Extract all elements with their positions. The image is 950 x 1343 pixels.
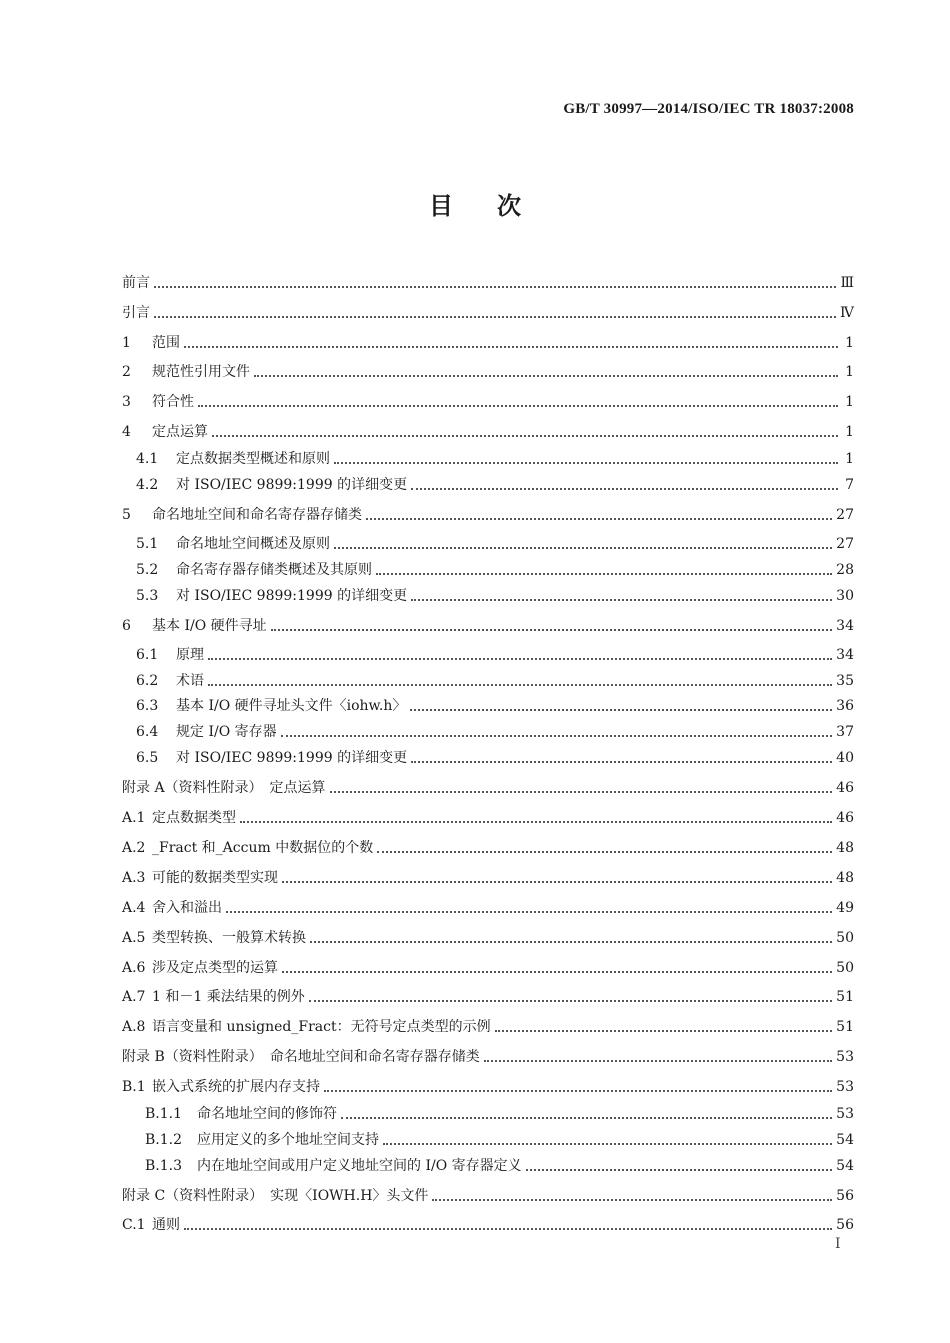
toc-entry-page: 34: [836, 618, 854, 634]
toc-entry[interactable]: [122, 359, 854, 381]
toc-entry[interactable]: [136, 446, 854, 468]
toc-entry-title: 符合性: [152, 394, 194, 410]
toc-entry-title: 基本 I/O 硬件寻址: [152, 618, 267, 634]
toc-entry-number: 4: [122, 424, 131, 440]
toc-entry-title: 附录 C（资料性附录） 实现〈IOWH.H〉头文件: [122, 1188, 429, 1204]
toc-dot-leader: [271, 623, 833, 631]
toc-entry-page: 54: [836, 1132, 854, 1148]
toc-entry-title: 附录 A（资料性附录） 定点运算: [122, 780, 326, 796]
toc-entry-page: 1: [845, 394, 854, 410]
toc-entry-page: Ⅲ: [840, 275, 854, 291]
toc-entry-title: 舍入和溢出: [152, 900, 222, 916]
toc-entry-page: 48: [836, 840, 854, 856]
toc-entry-number: A.8: [122, 1019, 146, 1035]
toc-entry-number: 5.1: [136, 536, 159, 552]
toc-entry-title: 定点数据类型: [152, 810, 236, 826]
toc-entry-number: B.1.2: [145, 1132, 183, 1148]
toc-dot-leader: [208, 678, 832, 686]
toc-entry-number: 6: [122, 618, 131, 634]
toc-entry[interactable]: [136, 745, 854, 767]
toc-entry[interactable]: [122, 1074, 854, 1096]
toc-entry-number: B.1.1: [145, 1106, 183, 1122]
toc-entry-page: 46: [836, 780, 854, 796]
toc-entry-number: 6.5: [136, 750, 159, 766]
toc-entry-number: 4.2: [136, 477, 159, 493]
toc-entry-number: 6.2: [136, 673, 159, 689]
toc-entry-number: 6.4: [136, 724, 159, 740]
toc-entry-title: 1 和－1 乘法结果的例外: [152, 989, 305, 1005]
toc-entry[interactable]: [122, 895, 854, 917]
toc-entry[interactable]: [122, 1014, 854, 1036]
toc-entry[interactable]: [136, 693, 854, 715]
toc-entry[interactable]: [122, 389, 854, 411]
toc-dot-leader: [212, 429, 838, 437]
toc-entry-page: 54: [836, 1158, 854, 1174]
toc-entry-title: 命名地址空间和命名寄存器存储类: [152, 507, 362, 523]
toc-entry-number: B.1: [122, 1079, 146, 1095]
toc-entry-page: 46: [836, 810, 854, 826]
toc-dot-leader: [282, 875, 832, 883]
toc-entry-title: 涉及定点类型的运算: [152, 960, 278, 976]
toc-dot-leader: [310, 935, 832, 943]
toc-entry-title: 语言变量和 unsigned_Fract：无符号定点类型的示例: [152, 1019, 491, 1035]
toc-entry-title: 对 ISO/IEC 9899:1999 的详细变更: [176, 588, 408, 604]
toc-entry-number: C.1: [122, 1217, 146, 1233]
toc-entry-page: 53: [836, 1106, 854, 1122]
toc-entry[interactable]: [122, 805, 854, 827]
toc-dot-leader: [366, 512, 832, 520]
toc-entry-page: 37: [836, 724, 854, 740]
toc-entry[interactable]: [122, 835, 854, 857]
toc-entry-title: 定点数据类型概述和原则: [176, 451, 330, 467]
toc-dot-leader: [334, 541, 832, 549]
toc-entry-number: A.5: [122, 930, 146, 946]
toc-entry-number: 5.2: [136, 562, 159, 578]
footer-page-number: I: [835, 1236, 841, 1252]
toc-entry-page: 1: [845, 424, 854, 440]
toc-entry-page: 1: [845, 364, 854, 380]
toc-entry[interactable]: [122, 300, 854, 322]
toc-dot-leader: [184, 340, 838, 348]
toc-entry[interactable]: [136, 668, 854, 690]
toc-entry-title: 原理: [176, 647, 204, 663]
toc-dot-leader: [208, 652, 832, 660]
toc-entry[interactable]: [136, 557, 854, 579]
toc-entry-title: 定点运算: [152, 424, 208, 440]
toc-dot-leader: [526, 1163, 833, 1171]
toc-entry-title: 规定 I/O 寄存器: [176, 724, 277, 740]
toc-entry-number: A.2: [122, 840, 146, 856]
toc-dot-leader: [281, 729, 833, 737]
toc-dot-leader: [410, 703, 832, 711]
toc-dot-leader: [154, 310, 836, 318]
toc-entry[interactable]: [122, 955, 854, 977]
toc-entry-title: 嵌入式系统的扩展内存支持: [152, 1079, 320, 1095]
toc-entry-page: 1: [845, 335, 854, 351]
toc-dot-leader: [341, 1111, 832, 1119]
toc-entry-page: 53: [836, 1079, 854, 1095]
toc-entry-title: 规范性引用文件: [152, 364, 250, 380]
toc-entry-page: 48: [836, 870, 854, 886]
toc-dot-leader: [324, 1084, 832, 1092]
toc-entry-title: 基本 I/O 硬件寻址头文件〈iohw.h〉: [176, 698, 407, 714]
toc-entry-page: 1: [845, 451, 854, 467]
toc-dot-leader: [330, 785, 833, 793]
toc-entry-number: A.4: [122, 900, 146, 916]
toc-entry[interactable]: [122, 984, 854, 1006]
standard-code-header: GB/T 30997—2014/ISO/IEC TR 18037:2008: [563, 101, 854, 117]
toc-entry-number: 5.3: [136, 588, 159, 604]
toc-entry[interactable]: [122, 330, 854, 352]
toc-entry[interactable]: [145, 1101, 854, 1123]
toc-entry-page: 56: [836, 1188, 854, 1204]
toc-entry-title: 附录 B（资料性附录） 命名地址空间和命名寄存器存储类: [122, 1049, 480, 1065]
toc-entry[interactable]: [122, 502, 854, 524]
toc-entry[interactable]: [122, 419, 854, 441]
toc-entry-title: 对 ISO/IEC 9899:1999 的详细变更: [176, 750, 408, 766]
toc-entry-page: 35: [836, 673, 854, 689]
toc-dot-leader: [334, 456, 838, 464]
toc-entry[interactable]: [122, 1212, 854, 1234]
toc-entry-page: 28: [836, 562, 854, 578]
toc-entry-number: 5: [122, 507, 131, 523]
toc-entry-number: 6.1: [136, 647, 159, 663]
toc-dot-leader: [184, 1222, 832, 1230]
toc-entry[interactable]: [145, 1127, 854, 1149]
toc-entry[interactable]: [122, 1044, 854, 1066]
toc-entry-title: 范围: [152, 335, 180, 351]
toc-entry-number: 2: [122, 364, 131, 380]
toc-entry-title: 通则: [152, 1217, 180, 1233]
toc-entry-page: 34: [836, 647, 854, 663]
toc-entry-number: 6.3: [136, 698, 159, 714]
toc-entry[interactable]: [122, 775, 854, 797]
toc-entry-number: 1: [122, 335, 131, 351]
toc-dot-leader: [495, 1024, 833, 1032]
toc-entry-page: Ⅳ: [840, 305, 854, 321]
toc-entry-page: 50: [836, 960, 854, 976]
toc-entry-title: 引言: [122, 305, 150, 321]
toc-entry-page: 40: [836, 750, 854, 766]
toc-entry-title: 类型转换、一般算术转换: [152, 930, 306, 946]
toc-dot-leader: [484, 1054, 832, 1062]
toc-entry-page: 56: [836, 1217, 854, 1233]
toc-entry-page: 36: [836, 698, 854, 714]
toc-entry-number: A.7: [122, 989, 146, 1005]
toc-dot-leader: [377, 845, 832, 853]
toc-entry-page: 49: [836, 900, 854, 916]
toc-entry-number: A.3: [122, 870, 146, 886]
toc-entry[interactable]: [145, 1153, 854, 1175]
toc-dot-leader: [309, 994, 832, 1002]
toc-dot-leader: [226, 905, 832, 913]
toc-dot-leader: [198, 399, 838, 407]
toc-entry-title: 命名寄存器存储类概述及其原则: [176, 562, 372, 578]
toc-entry[interactable]: [122, 613, 854, 635]
toc-dot-leader: [376, 567, 832, 575]
toc-dot-leader: [240, 815, 832, 823]
toc-entry-page: 50: [836, 930, 854, 946]
toc-entry-title: 命名地址空间的修饰符: [197, 1106, 337, 1122]
toc-entry[interactable]: [136, 642, 854, 664]
page-title: 目次: [429, 191, 565, 220]
toc-entry-title: 应用定义的多个地址空间支持: [197, 1132, 379, 1148]
toc-entry[interactable]: [122, 1183, 854, 1205]
toc-entry-page: 7: [845, 477, 854, 493]
toc-entry-page: 51: [836, 989, 854, 1005]
toc-entry[interactable]: [136, 583, 854, 605]
toc-entry[interactable]: [136, 719, 854, 741]
toc-entry[interactable]: [136, 531, 854, 553]
toc-entry[interactable]: [136, 472, 854, 494]
toc-entry-title: 内在地址空间或用户定义地址空间的 I/O 寄存器定义: [197, 1158, 522, 1174]
toc-entry-title: 对 ISO/IEC 9899:1999 的详细变更: [176, 477, 408, 493]
toc-entry-page: 27: [836, 507, 854, 523]
toc-entry-number: A.1: [122, 810, 146, 826]
toc-dot-leader: [282, 965, 832, 973]
toc-entry[interactable]: [122, 270, 854, 292]
toc-entry[interactable]: [122, 925, 854, 947]
toc-entry[interactable]: [122, 865, 854, 887]
toc-entry-title: _Fract 和_Accum 中数据位的个数: [152, 840, 374, 856]
toc-entry-number: 4.1: [136, 451, 159, 467]
toc-entry-title: 术语: [176, 673, 204, 689]
toc-dot-leader: [154, 280, 836, 288]
toc-dot-leader: [411, 593, 832, 601]
toc-entry-page: 30: [836, 588, 854, 604]
toc-entry-number: B.1.3: [145, 1158, 183, 1174]
toc-entry-title: 命名地址空间概述及原则: [176, 536, 330, 552]
toc-dot-leader: [383, 1137, 832, 1145]
toc-entry-number: A.6: [122, 960, 146, 976]
toc-dot-leader: [411, 755, 832, 763]
toc-entry-page: 53: [836, 1049, 854, 1065]
toc-dot-leader: [254, 369, 838, 377]
toc-entry-page: 51: [836, 1019, 854, 1035]
toc-entry-page: 27: [836, 536, 854, 552]
toc-dot-leader: [432, 1193, 832, 1201]
toc-entry-title: 可能的数据类型实现: [152, 870, 278, 886]
toc-dot-leader: [411, 482, 838, 490]
toc-entry-title: 前言: [122, 275, 150, 291]
toc-entry-number: 3: [122, 394, 131, 410]
